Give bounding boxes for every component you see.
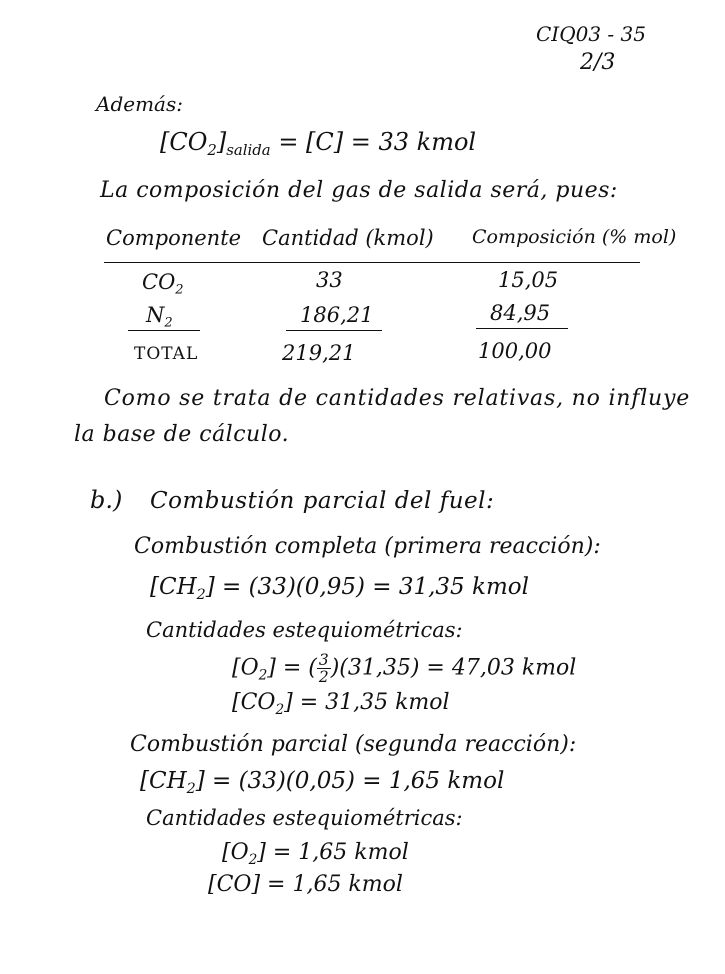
eq-lhs: [CO — [160, 128, 208, 156]
o2-rest: ] = 1,65 kmol — [257, 840, 409, 865]
row-component: N — [146, 303, 165, 327]
note-line-2: la base de cálculo. — [74, 422, 290, 447]
page-number: 2/3 — [580, 50, 616, 75]
row-amount: 33 — [316, 268, 343, 292]
o2-lhs: [O — [232, 655, 259, 681]
partial-stoich-title: Cantidades estequiométricas: — [146, 806, 463, 830]
o2-lhs: [O — [222, 840, 249, 865]
note-line-1: Como se trata de cantidades relativas, no influye — [104, 386, 691, 411]
o2-sub: 2 — [258, 667, 268, 684]
composition-sentence: La composición del gas de salida será, pues: — [100, 178, 618, 203]
row-percent: 84,95 — [490, 301, 551, 325]
co2-rest: ] = 31,35 kmol — [284, 690, 450, 715]
intro-heading: Además: — [96, 92, 183, 116]
co2-sub: 2 — [275, 701, 285, 718]
row-percent: 15,05 — [498, 268, 559, 292]
eq-lhs-sub: 2 — [207, 141, 217, 160]
table-header-composition: Composición (% mol) — [472, 226, 677, 248]
co2-output-equation — [160, 130, 476, 158]
row-amount: 186,21 — [300, 303, 374, 327]
fraction-denominator: 2 — [318, 668, 329, 687]
total-label: TOTAL — [134, 344, 199, 364]
ch2-lhs: [CH — [140, 768, 187, 794]
complete-stoich-title: Cantidades estequiométricas: — [146, 618, 463, 642]
subtotal-rule-amount — [286, 330, 382, 331]
co2-lhs: [CO — [232, 690, 276, 715]
partial-ch2-equation — [140, 770, 504, 796]
row-component: CO — [142, 270, 176, 294]
three-halves-fraction — [317, 652, 331, 685]
o2-mid: ] = ( — [267, 655, 317, 681]
ch2-sub: 2 — [186, 780, 196, 797]
section-b-title: Combustión parcial del fuel: — [150, 488, 495, 514]
eq-rhs: = [C] = 33 kmol — [278, 128, 477, 156]
table-row — [142, 272, 184, 297]
document-code: CIQ03 - 35 — [536, 22, 646, 46]
eq-lhs-tail: ] — [216, 128, 227, 156]
total-amount: 219,21 — [282, 341, 356, 365]
complete-o2-equation — [232, 652, 576, 685]
o2-sub: 2 — [248, 851, 258, 868]
complete-combustion-title: Combustión completa (primera reacción): — [134, 534, 601, 559]
fraction-numerator: 3 — [318, 651, 329, 669]
complete-co2-equation — [232, 692, 450, 717]
table-header-amount: Cantidad (kmol) — [262, 226, 434, 250]
partial-co-equation: [CO] = 1,65 kmol — [208, 872, 403, 897]
subtotal-rule-component — [128, 330, 200, 331]
row-component-sub: 2 — [175, 282, 184, 298]
ch2-sub: 2 — [196, 586, 206, 603]
table-header-rule — [104, 262, 640, 263]
partial-combustion-title: Combustión parcial (segunda reacción): — [130, 732, 577, 757]
table-row — [146, 305, 173, 330]
ch2-rest: ] = (33)(0,05) = 1,65 kmol — [195, 768, 505, 794]
total-percent: 100,00 — [478, 339, 552, 363]
complete-ch2-equation — [150, 576, 529, 602]
ch2-rest: ] = (33)(0,95) = 31,35 kmol — [205, 574, 529, 600]
o2-rest: )(31,35) = 47,03 kmol — [330, 655, 577, 681]
table-header-component: Componente — [106, 226, 242, 250]
section-b-label: b.) — [90, 486, 123, 514]
partial-o2-equation — [222, 842, 409, 867]
row-component-sub: 2 — [164, 315, 173, 331]
subtotal-rule-percent — [476, 328, 568, 329]
eq-lhs-subscript: salida — [226, 141, 271, 160]
ch2-lhs: [CH — [150, 574, 197, 600]
